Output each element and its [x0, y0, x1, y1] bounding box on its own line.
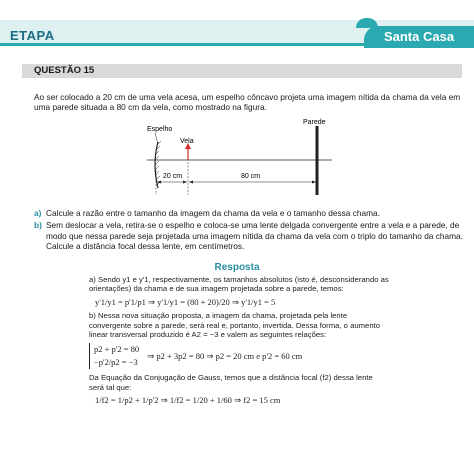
dist1-label: 20 cm — [163, 173, 183, 180]
item-text: Sem deslocar a vela, retira-se o espelho e coloca-se uma lente delgada convergente entre a vela e a parede, de modo que nessa parede seja projetada uma imagem nítida da chama da vela com o triplo do tamanho da chama. Calcule a distância focal dessa lente, em centímetros. — [46, 220, 463, 251]
answer-a-equation: y'1/y1 = p'1/p1 ⇒ y'1/y1 = (80 + 20)/20 ⇒ y'1/y1 = 5 — [95, 296, 276, 307]
system-eq-2: −p'2/p2 = −3 — [94, 357, 138, 368]
equation-system — [89, 343, 139, 369]
system-eq-1: p2 + p'2 = 80 — [94, 344, 140, 355]
dist2-label: 80 cm — [241, 173, 261, 180]
answer-b-text: b) Nessa nova situação proposta, a imagem da chama, projetada pela lente convergente sobre a parede, será real e, portanto, invertida. Dessa forma, o aumento linear transversal produzido é A2 = −3 e valem as seguintes relações: — [89, 311, 381, 340]
mirror-leader — [155, 133, 158, 144]
answer-body — [89, 275, 389, 406]
question-items — [34, 208, 464, 253]
item-letter: b) — [34, 220, 42, 231]
system-result: ⇒ p2 + 3p2 = 80 ⇒ p2 = 20 cm e p'2 = 60 cm — [147, 350, 303, 361]
answer-b-system — [89, 343, 389, 369]
mirror — [155, 142, 158, 188]
answer-gauss-equation: 1/f2 = 1/p2 + 1/p'2 ⇒ 1/f2 = 1/20 + 1/60 ⇒ f2 = 15 cm — [95, 395, 281, 406]
candle-label: Vela — [180, 138, 194, 145]
item-text: Calcule a razão entre o tamanho da imagem da chama da vela e o tamanho dessa chama. — [46, 208, 380, 218]
item-a — [34, 208, 464, 218]
answer-title: Resposta — [214, 262, 260, 273]
answer-a-text: a) Sendo y1 e y'1, respectivamente, os tamanhos absolutos (isto é, desconsiderando as orientações) da chama e de sua imagem projetada sobre a parede, temos: — [89, 275, 389, 294]
question-statement: Ao ser colocado a 20 cm de uma vela acesa, um espelho côncavo projeta uma imagem nítida da chama da vela em uma parede situada a 80 cm da vela, como mostrado na figura. — [34, 92, 461, 113]
mirror-label: Espelho — [147, 126, 173, 133]
wall-label: Parede — [303, 119, 326, 126]
item-letter: a) — [34, 208, 42, 218]
item-b — [34, 220, 464, 251]
answer-gauss-text: Da Equação da Conjugação de Gauss, temos que a distância focal (f2) dessa lente será tal que: — [89, 373, 373, 392]
brand-logo: ETAPA — [10, 28, 55, 43]
question-label: QUESTÃO 15 — [34, 65, 95, 76]
exam-tab: Santa Casa — [364, 26, 474, 48]
